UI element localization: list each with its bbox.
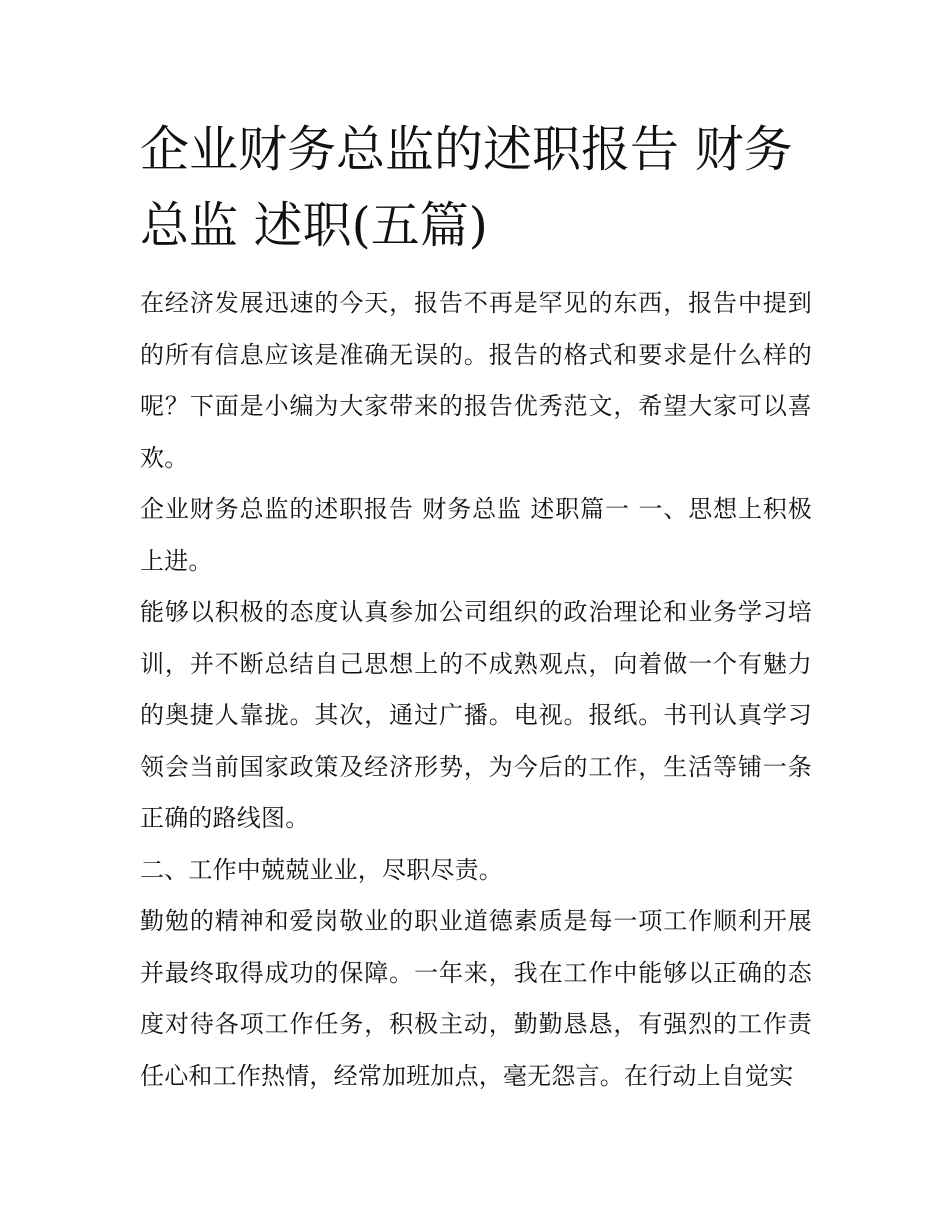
paragraph-section-one-body: 能够以积极的态度认真参加公司组织的政治理论和业务学习培训，并不断总结自己思想上的不成熟观点，向着做一个有魅力的奥捷人靠拢。其次，通过广播。电视。报纸。书刊认真学习领会当前国家政策及经济形势，为今后的工作，生活等铺一条正确的路线图。: [140, 598, 812, 832]
paragraph-section-one-heading: 企业财务总监的述职报告 财务总监 述职篇一 一、思想上积极上进。: [140, 495, 812, 575]
document-body: [140, 112, 812, 1102]
paragraph-section-two-heading: 二、工作中兢兢业业，尽职尽责。: [140, 855, 503, 884]
document-title: 企业财务总监的述职报告 财务总监 述职(五篇): [140, 121, 793, 254]
paragraph-section-two-body: 勤勉的精神和爱岗敬业的职业道德素质是每一项工作顺利开展并最终取得成功的保障。一年来，我在工作中能够以正确的态度对待各项工作任务，积极主动，勤勤恳恳，有强烈的工作责任心和工作热情，经常加班加点，毫无怨言。在行动上自觉实: [140, 907, 812, 1090]
paragraph-intro: 在经济发展迅速的今天，报告不再是罕见的东西，报告中提到的所有信息应该是准确无误的。报告的格式和要求是什么样的呢？下面是小编为大家带来的报告优秀范文，希望大家可以喜欢。: [140, 289, 812, 472]
